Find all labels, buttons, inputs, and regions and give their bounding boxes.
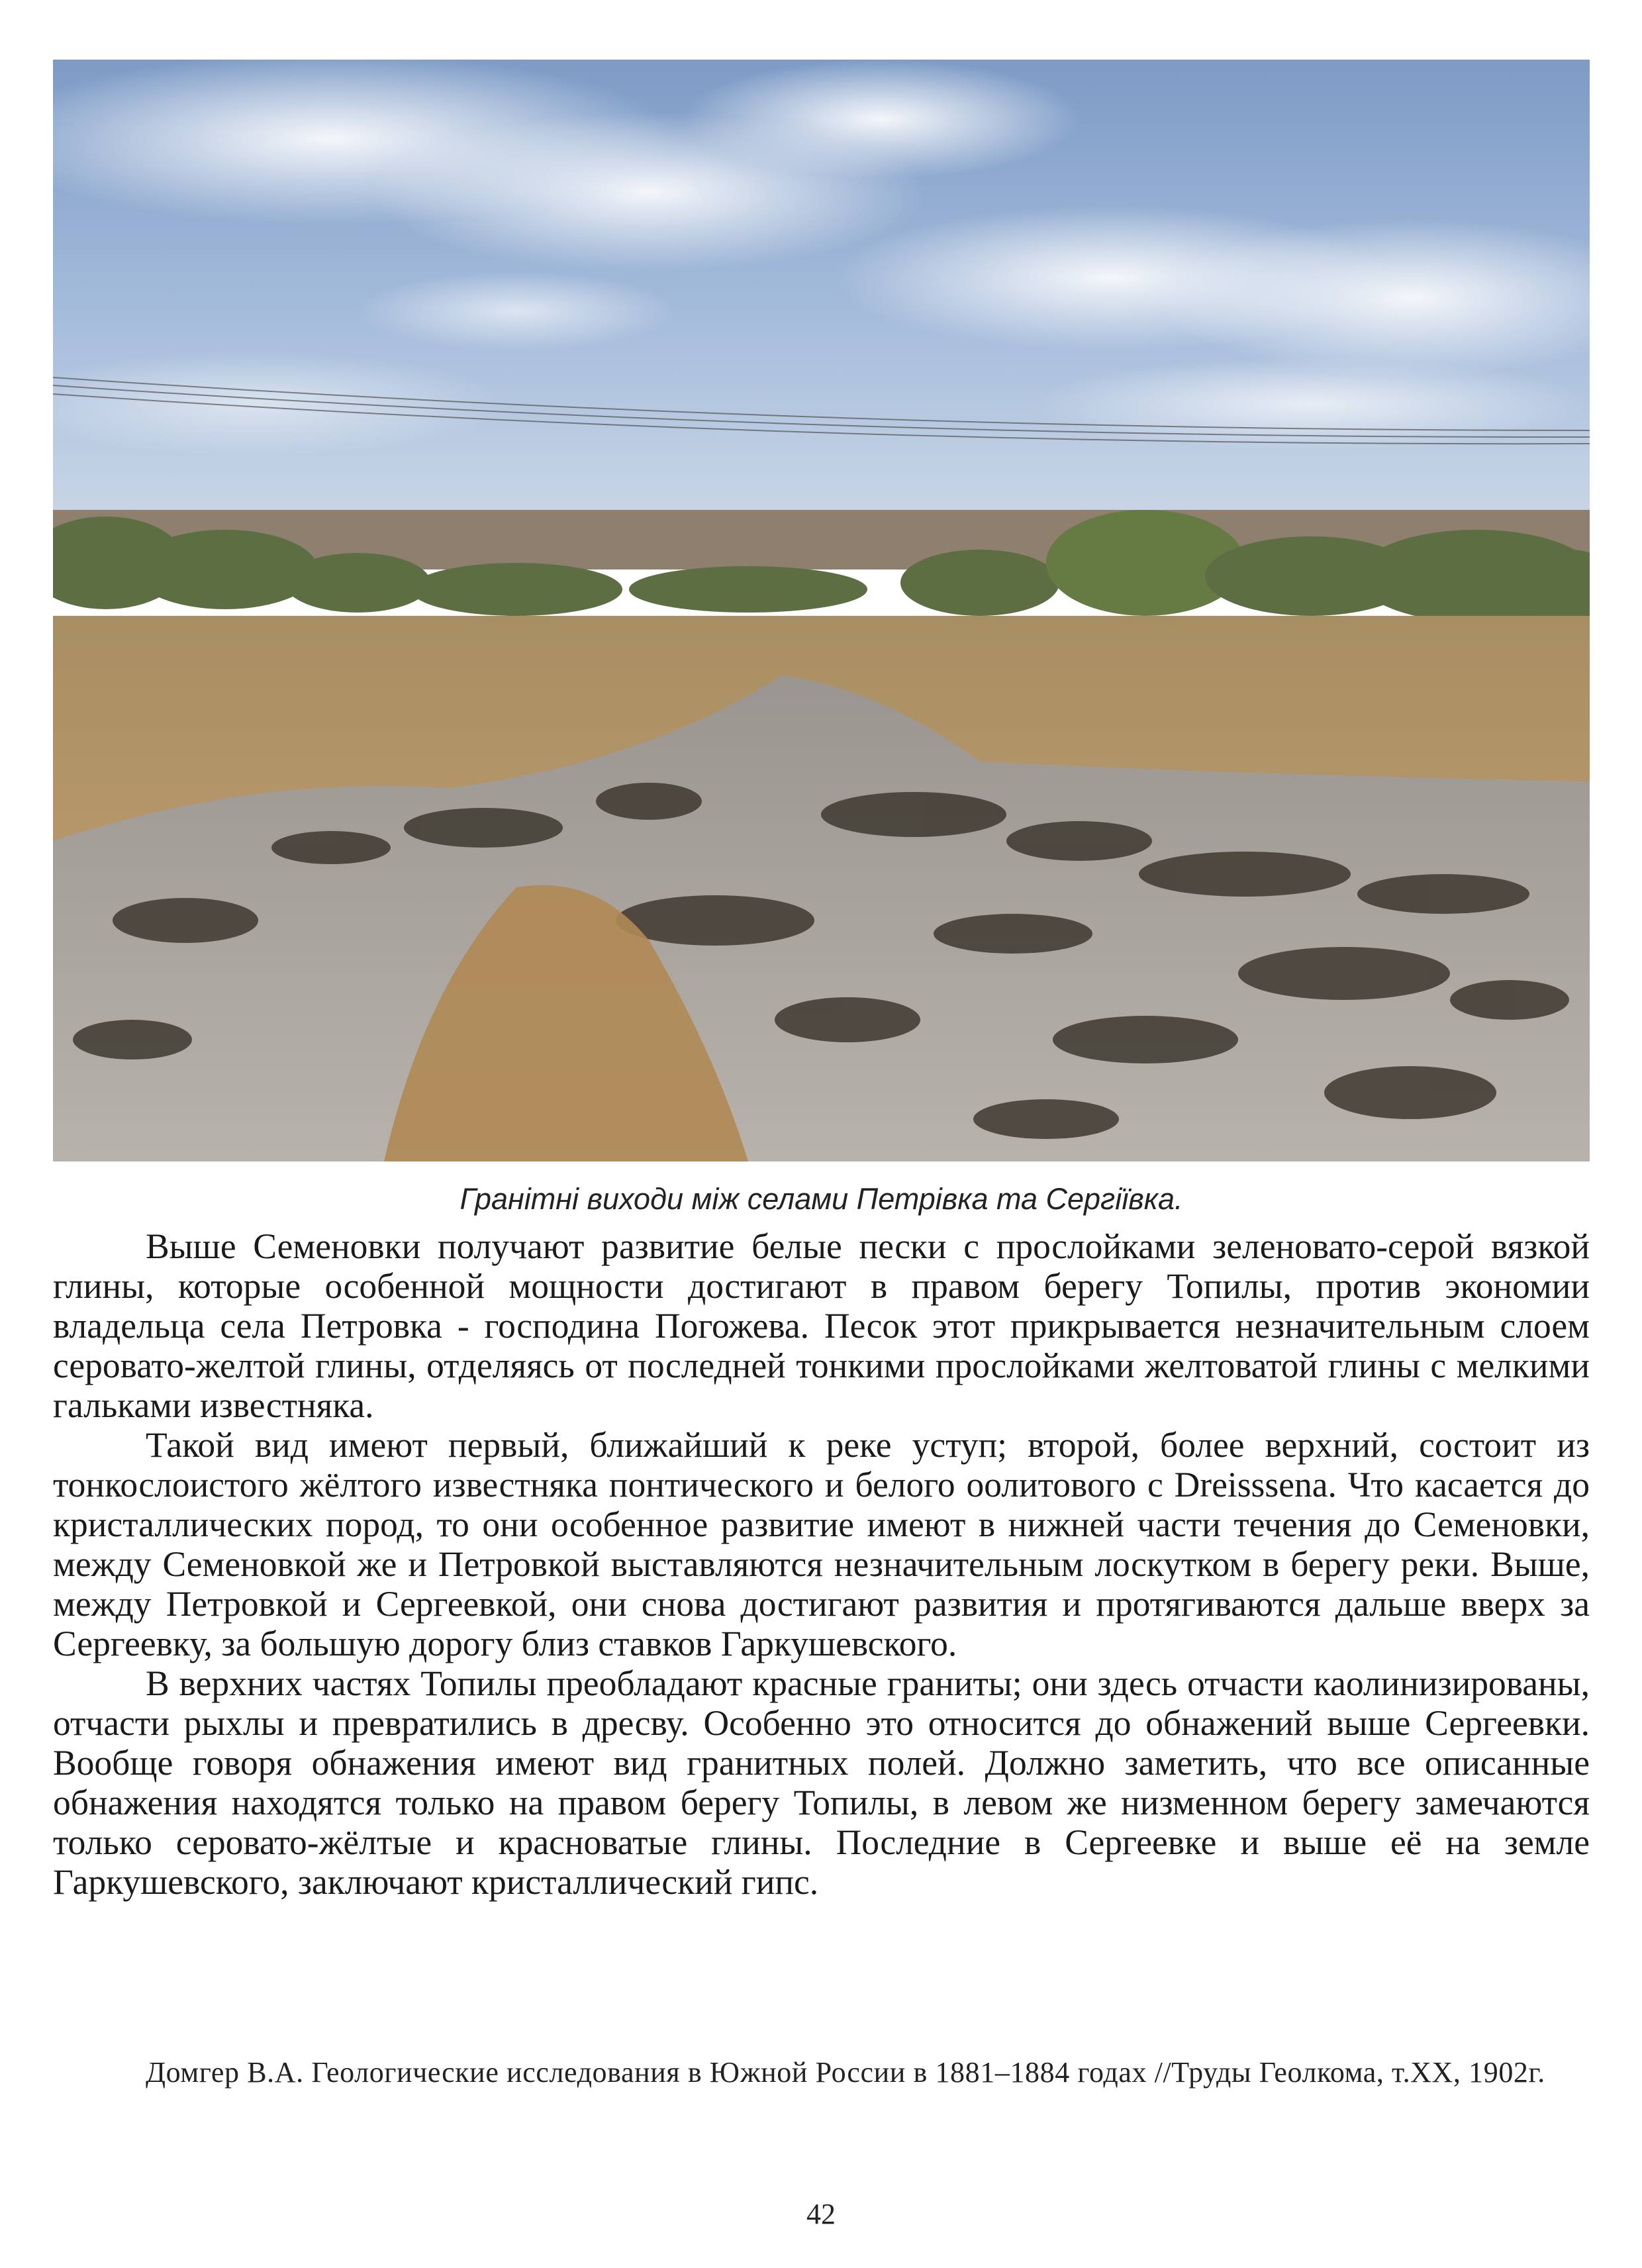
reference-citation: Домгер В.А. Геологические исследования в Южной России в 1881–1884 годах //Труды Геолкома, т.XX, 1902г. bbox=[146, 2056, 1545, 2089]
landscape-photo bbox=[53, 60, 1590, 1161]
photo-caption: Гранітні виходи між селами Петрівка та Сергіївка. bbox=[459, 1182, 1183, 1216]
photo-illustration bbox=[53, 60, 1590, 1161]
body-text bbox=[53, 1226, 1590, 1902]
paragraph: Такой вид имеют первый, ближайший к реке уступ; второй, более верхний, состоит из тонкослоистого жёлтого известняка понтического и белого оолитового с Dreisssena. Что касается до кристаллических пород, то они особенное развитие имеют в нижней части течения до Семеновки, между Семеновкой же и Петровкой выставляются незначительным лоскутком в берегу реки. Выше, между Петровкой и Сергеевкой, они снова достигают развития и протягиваются дальше вверх за Сергеевку, за большую дорогу близ ставков Гаркушевского. bbox=[53, 1425, 1590, 1663]
page-number: 42 bbox=[806, 2198, 836, 2230]
paragraph: В верхних частях Топилы преобладают красные граниты; они здесь отчасти каолинизированы, отчасти рыхлы и превратились в дресву. Особенно это относится до обнажений выше Сергеевки. Вообще говоря обнажения имеют вид гранитных полей. Должно заметить, что все описанные обнажения находятся только на правом берегу Топилы, в левом же низменном берегу замечаются только серовато-жёлтые и красноватые глины. Последние в Сергеевке и выше её на земле Гаркушевского, заключают кристаллический гипс. bbox=[53, 1663, 1590, 1902]
paragraph: Выше Семеновки получают развитие белые пески с прослойками зеленовато-серой вязкой глины, которые особенной мощности достигают в правом берегу Топилы, против экономии владельца села Петровка - господина Погожева. Песок этот прикрывается незначительным слоем серовато-желтой глины, отделяясь от последней тонкими прослойками желтоватой глины с мелкими гальками известняка. bbox=[53, 1226, 1590, 1425]
